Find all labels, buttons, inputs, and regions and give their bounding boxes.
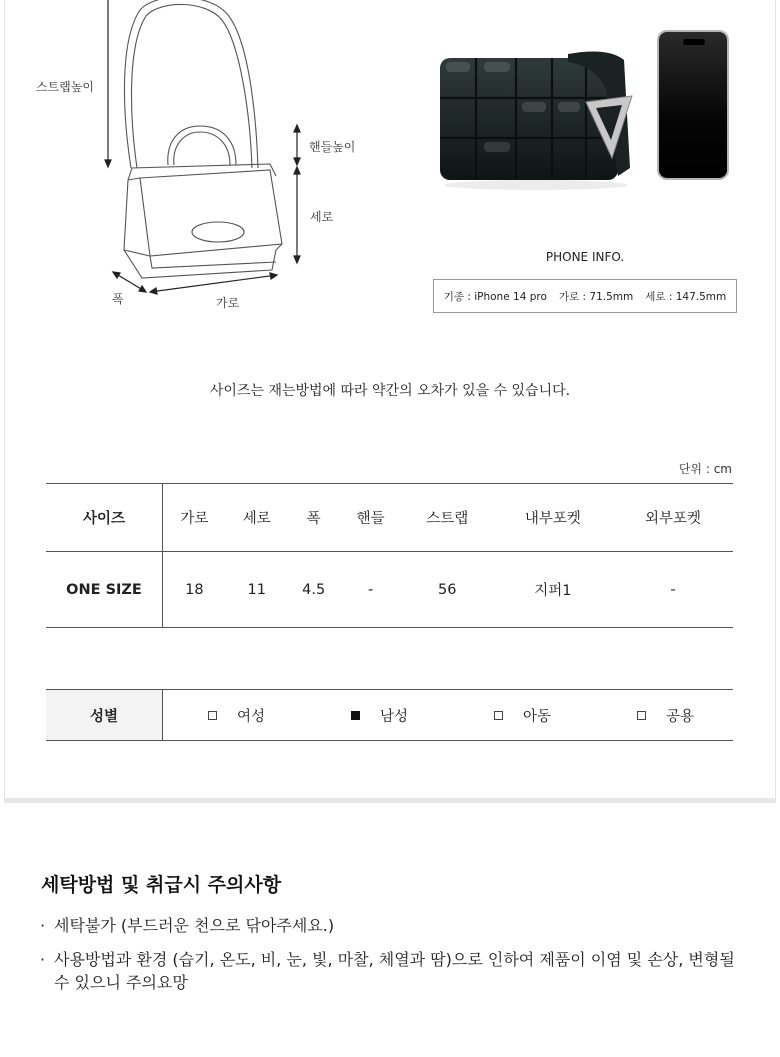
table-row [46,552,733,628]
phone-width: 가로 : 71.5mm [558,290,634,303]
column-header: 가로 [163,484,226,552]
gender-table [46,689,733,741]
checkbox-icon [208,711,217,720]
table-cell: - [340,552,402,628]
height-label: 세로 [310,210,334,224]
phone-image [657,30,729,180]
row-label: ONE SIZE [46,552,163,628]
checkbox-icon [494,711,503,720]
product-bag-image [436,50,634,190]
size-table-header [46,484,733,552]
gender-options [163,690,734,741]
phone-height: 세로 : 147.5mm [645,290,727,303]
column-header: 폭 [288,484,340,552]
phone-spec-box [433,279,737,313]
bullet: · [40,916,46,935]
column-header: 핸들 [340,484,402,552]
gender-option-female [208,705,351,726]
care-item-text: 세탁불가 (부드러운 천으로 닦아주세요.) [54,916,335,935]
depth-label: 폭 [112,292,124,306]
gender-option-label: 여성 [237,708,266,725]
handle-height-label: 핸들높이 [309,140,356,154]
checkbox-checked-icon [351,711,360,720]
unit-label: 단위 : cm [678,462,732,476]
table-cell: 56 [402,552,493,628]
checkbox-icon [637,711,646,720]
phone-info-title: PHONE INFO. [545,250,625,264]
size-table [46,483,733,628]
gender-option-male [351,705,494,726]
gender-option-label: 아동 [523,708,552,725]
table-cell: 4.5 [288,552,340,628]
bullet: · [40,950,46,969]
table-cell: 지퍼1 [493,552,613,628]
phone-model: 기종 : iPhone 14 pro [443,290,547,303]
table-cell: 18 [163,552,226,628]
column-header: 외부포켓 [613,484,733,552]
care-item-text: 사용방법과 환경 (습기, 온도, 비, 눈, 빛, 마찰, 체열과 땀)으로 인하여 제품이 이염 및 손상, 변형될 수 있으니 주의요망 [54,950,735,992]
column-header: 내부포켓 [493,484,613,552]
gender-option-label: 남성 [380,708,409,725]
column-header: 세로 [226,484,288,552]
column-header: 스트랩 [402,484,493,552]
gender-label: 성별 [46,690,163,741]
gender-option-unisex [637,705,694,726]
width-label: 가로 [216,296,240,310]
care-title: 세탁방법 및 취급시 주의사항 [41,874,282,896]
strap-height-label: 스트랩높이 [36,80,94,94]
gender-option-label: 공용 [666,708,695,725]
table-cell: - [613,552,733,628]
size-header-label: 사이즈 [46,484,163,552]
bag-diagram [0,0,400,320]
gender-option-kids [494,705,637,726]
table-cell: 11 [226,552,288,628]
size-notice: 사이즈는 재는방법에 따라 약간의 오차가 있을 수 있습니다. [209,383,571,399]
